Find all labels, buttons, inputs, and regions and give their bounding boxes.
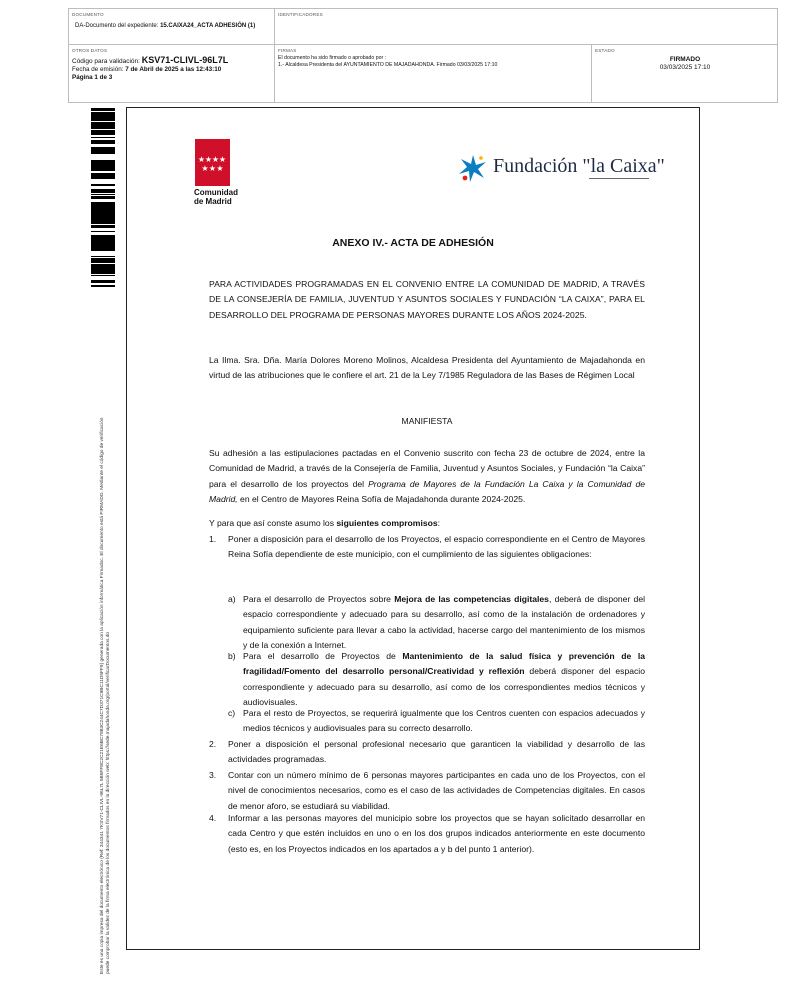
svg-text:★: ★: [201, 164, 209, 173]
barcode-bar: [91, 122, 115, 124]
barcode-bar: [91, 109, 115, 110]
barcode-bar: [91, 215, 115, 218]
caixa-star-icon: [457, 154, 489, 184]
barcode-bar: [91, 261, 115, 262]
pagina-indicador: Página 1 de 3: [72, 74, 113, 81]
barcode-bar: [91, 256, 115, 257]
header-divider: [591, 44, 592, 102]
subitem-letter: a): [228, 594, 236, 604]
barcode-bar: [91, 140, 115, 142]
codigo-validacion: Código para validación: KSV71-CLIVL-96L7L: [72, 55, 229, 65]
commitment-item: Informar a las personas mayores del municipio sobre los proyectos que se hayan solicitado desarrollar en cada Centro y que estén incluidos en uno o en los dos grupos indicados anteriormente en este documento (esto es, en los Proyectos indicados en los apartados a y b del punto 1 anterior).: [228, 813, 645, 854]
comunidad-madrid-logo: [195, 139, 230, 186]
barcode-bar: [91, 268, 115, 269]
estado-label: ESTADO: [595, 48, 615, 53]
barcode-bar: [91, 205, 115, 206]
subitem-letter: b): [228, 651, 236, 661]
subitem: Para el resto de Proyectos, se requerirá igualmente que los Centros cuenten con espacios adecuados y medios técnicos y audiovisuales para su correcto desarrollo.: [243, 708, 645, 734]
otros-datos-label: OTROS DATOS: [72, 48, 108, 53]
barcode-bar: [91, 248, 115, 250]
barcode-bar: [91, 120, 115, 121]
barcode-bar: [91, 260, 115, 261]
barcode-bar: [91, 175, 115, 178]
documento-value: DA-Documento del expediente: 15.CAIXA24_ACTA ADHESIÓN (1): [75, 23, 256, 29]
barcode-bar: [91, 196, 115, 197]
identificadores-label: IDENTIFICADORES: [278, 12, 323, 17]
barcode-bar: [91, 210, 115, 211]
barcode-bar: [91, 160, 115, 162]
barcode-bar: [91, 240, 115, 241]
barcode: [91, 108, 115, 288]
barcode-bar: [91, 114, 115, 117]
svg-text:★: ★: [211, 155, 220, 164]
barcode-bar: [91, 152, 115, 154]
barcode-bar: [91, 147, 115, 148]
barcode-bar: [91, 148, 115, 149]
svg-text:★: ★: [218, 155, 227, 164]
estado-value: FIRMADO: [669, 56, 701, 63]
barcode-bar: [91, 118, 115, 120]
otros-datos-cell: [72, 48, 272, 82]
item-number: 4.: [209, 813, 217, 823]
document-header: [68, 8, 778, 103]
commitment-item: Poner a disposición el personal profesional necesario que garanticen la viabilidad y desarrollo de las actividades programadas.: [228, 739, 645, 765]
barcode-bar: [91, 235, 115, 237]
svg-text:★: ★: [216, 164, 224, 173]
barcode-bar: [91, 162, 115, 163]
side-text-line: puede comprobar la validez de la firma electrónica de los documentos firmados en la dirección web: https://sede.majadahonda.org/portal/verificarDocumentos.do: [106, 631, 111, 974]
firmas-label: FIRMAS: [278, 48, 297, 53]
intro-line: DESARROLLO DEL PROGRAMA DE PERSONAS MAYORES DURANTE LOS AÑOS 2024-2025.: [209, 309, 587, 320]
barcode-bar: [91, 206, 115, 208]
fecha-emision: Fecha de emisión: 7 de Abril de 2025 a las 12:43:10: [72, 66, 222, 73]
barcode-bar: [91, 244, 115, 246]
svg-text:★: ★: [208, 164, 217, 173]
fundacion-caixa-logo-text: Fundación "la Caixa": [493, 155, 665, 177]
barcode-bar: [91, 267, 115, 268]
barcode-bar: [91, 198, 115, 199]
mayor-paragraph: La Ilma. Sra. Dña. María Dolores Moreno Molinos, Alcaldesa Presidenta del Ayuntamiento de Majadahonda en virtud de las atribuciones que le confiere el art. 21 de la Ley 7/1985 Reguladora de las Bases de Régimen Local: [209, 355, 645, 381]
header-divider: [69, 44, 777, 45]
barcode-bar: [91, 192, 115, 193]
documento-cell: [72, 12, 272, 30]
item-number: 2.: [209, 739, 217, 749]
barcode-bar: [91, 218, 115, 221]
barcode-bar: [91, 231, 115, 232]
item-number: 3.: [209, 770, 217, 780]
documento-label: DOCUMENTO: [72, 12, 104, 17]
barcode-bar: [91, 133, 115, 135]
barcode-bar: [91, 178, 115, 179]
logo-underline: [589, 178, 649, 179]
document-title: ANEXO IV.- ACTA DE ADHESIÓN: [332, 237, 494, 249]
adhesion-paragraph: Su adhesión a las estipulaciones pactadas en el Convenio suscrito con fecha 23 de octubre de 2024, entre la Comunidad de Madrid, a través de la Consejería de Familia, Juventud y Asuntos Sociales, y Fundación “la Caixa” para el desarrollo de los proyectos del Programa de Mayores de la Fundación La Caixa y la Comunidad de Madrid, en el Centro de Mayores Reina Sofía de Majadahonda durante 2024-2025.: [209, 448, 645, 504]
subitem: Para el desarrollo de Proyectos de Mantenimiento de la salud física y prevención de la fragilidad/Fomento del desarrollo personal/Creatividad y reflexión deberá disponer del espacio correspondiente y adecuado para su desarrollo, así como de los correspondientes medios técnicos y audiovisuales.: [243, 651, 645, 707]
barcode-bar: [91, 185, 115, 186]
barcode-bar: [91, 149, 115, 151]
barcode-bar: [91, 137, 115, 138]
firmas-line: 1.- Alcaldesa Presidenta del AYUNTAMIENTO DE MAJADAHONDA. Firmado 03/03/2025 17:10: [278, 62, 498, 68]
barcode-bar: [91, 246, 115, 248]
barcode-bar: [91, 221, 115, 224]
stars-icon: [195, 139, 230, 186]
barcode-bar: [91, 189, 115, 190]
barcode-bar: [91, 194, 115, 195]
svg-text:★: ★: [197, 155, 206, 164]
barcode-bar: [91, 208, 115, 209]
barcode-bar: [91, 269, 115, 272]
barcode-bar: [91, 184, 115, 185]
subitem: Para el desarrollo de Proyectos sobre Mejora de las competencias digitales, deberá de disponer del espacio correspondiente y adecuado para su desarrollo, así como de la instalación de ordenadores y equipamiento suficiente para llevar a cabo la actividad, hacerse cargo del mantenimiento de los mismos y de la conexión a Internet.: [243, 594, 646, 650]
barcode-bar: [91, 258, 115, 260]
svg-text:★: ★: [204, 155, 213, 164]
commitment-item: Contar con un número mínimo de 6 personas mayores participantes en cada uno de los Proyectos, con el nivel de conocimientos necesarios, como es el caso de las actividades de Competencias digitales. En casos de menor aforo, se estudiará su viabilidad.: [228, 770, 645, 811]
subitem-letter: c): [228, 708, 236, 718]
header-divider: [274, 9, 275, 102]
barcode-bar: [91, 151, 115, 152]
barcode-bar: [91, 142, 115, 143]
identificadores-cell: [278, 12, 323, 17]
barcode-bar: [91, 108, 115, 109]
barcode-bar: [91, 197, 115, 198]
intro-line: DE LA CONSEJERÍA DE FAMILIA, JUVENTUD Y ASUNTOS SOCIALES Y FUNDACIÓN “LA CAIXA”, PARA EL: [209, 294, 645, 305]
barcode-bar: [91, 214, 115, 215]
firmas-cell: [278, 48, 588, 69]
barcode-bar: [91, 164, 115, 167]
estado-date: 03/03/2025 17:10: [659, 64, 711, 71]
document-page: [126, 107, 700, 950]
barcode-bar: [91, 131, 115, 133]
barcode-bar: [91, 265, 115, 267]
compromisos-intro: Y para que así conste asumo los siguientes compromisos:: [209, 518, 441, 528]
barcode-bar: [91, 250, 115, 251]
firmas-line: El documento ha sido firmado o aprobado por :: [278, 55, 387, 61]
item-number: 1.: [209, 534, 217, 544]
barcode-bar: [91, 167, 115, 169]
barcode-bar: [91, 211, 115, 214]
barcode-bar: [91, 191, 115, 192]
barcode-bar: [91, 237, 115, 240]
barcode-bar: [91, 262, 115, 263]
barcode-bar: [91, 130, 115, 131]
barcode-bar: [91, 110, 115, 111]
barcode-bar: [91, 163, 115, 164]
barcode-bar: [91, 124, 115, 126]
barcode-bar: [91, 190, 115, 191]
barcode-bar: [91, 117, 115, 118]
estado-cell: [595, 48, 775, 72]
verification-side-text: [100, 274, 112, 974]
barcode-bar: [91, 202, 115, 205]
side-text-line: Este es una copia impresa del documento electrónico (Ref: 344341 7KSV71-CLIVL-96L7L 5B5FF8C2C21E6BC7883C244C7D371C9BC11D5FF9) generada con la aplicación informática Firmadoc. El documento está FIRMADO. Mediante el código de verificación: [100, 417, 105, 974]
commitment-item: Poner a disposición para el desarrollo de los Proyectos, el espacio correspondiente en el Centro de Mayores Reina Sofía dependiente de este municipio, con el cumplimiento de las siguientes obligaciones:: [228, 534, 645, 560]
barcode-bar: [91, 143, 115, 144]
barcode-bar: [91, 173, 115, 175]
barcode-bar: [91, 225, 115, 228]
barcode-bar: [91, 241, 115, 244]
barcode-bar: [91, 209, 115, 210]
intro-line: PARA ACTIVIDADES PROGRAMADAS EN EL CONVENIO ENTRE LA COMUNIDAD DE MADRID, A TRAVÉS: [209, 279, 645, 289]
barcode-bar: [91, 126, 115, 129]
manifiesta-heading: MANIFIESTA: [401, 416, 453, 426]
intro-paragraph: [209, 277, 645, 323]
barcode-bar: [91, 169, 115, 171]
comunidad-madrid-text: Comunidad de Madrid: [194, 188, 238, 206]
barcode-bar: [91, 112, 115, 114]
barcode-bar: [91, 264, 115, 265]
